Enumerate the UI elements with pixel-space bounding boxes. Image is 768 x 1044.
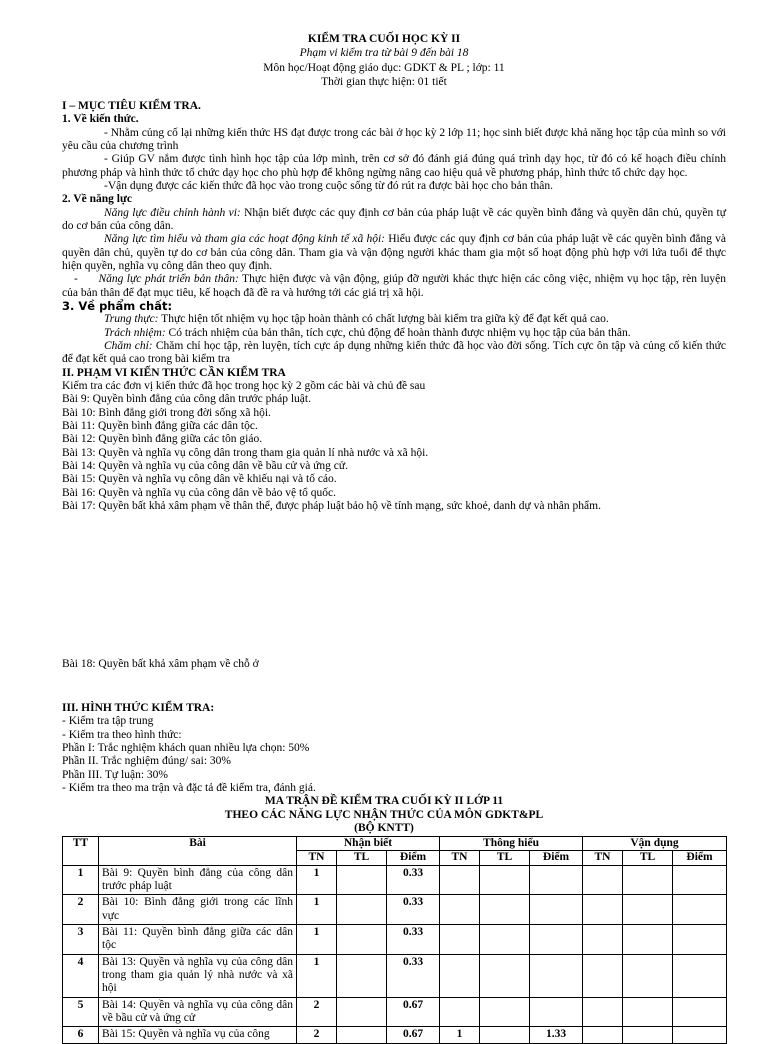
competency-label-1: Năng lực điều chỉnh hành vi:: [104, 206, 241, 219]
matrix-cell: [583, 924, 623, 954]
row-number: 4: [63, 954, 99, 997]
table-row: [63, 924, 727, 954]
matrix-cell: 0.33: [387, 895, 440, 925]
quality-label-1: Trung thực:: [104, 313, 159, 326]
knowledge-heading: 1. Về kiến thức.: [62, 113, 139, 126]
header-lesson: Bài: [99, 837, 297, 866]
matrix-cell: [673, 997, 727, 1027]
subheader-cell: TN: [583, 851, 623, 865]
table-row: [63, 865, 727, 895]
lesson-item: Bài 14: Quyền và nghĩa vụ của công dân về bầu cử và ứng cử.: [62, 459, 348, 472]
row-lesson: Bài 9: Quyền bình đẳng của công dân trước pháp luật: [99, 865, 297, 895]
matrix-cell: [480, 1027, 530, 1043]
table-row: [63, 954, 727, 997]
row-number: 2: [63, 895, 99, 925]
matrix-cell: [440, 954, 480, 997]
section1-heading: I – MỤC TIÊU KIỂM TRA.: [62, 100, 201, 112]
matrix-cell: 1: [297, 895, 337, 925]
row-number: 6: [63, 1027, 99, 1043]
matrix-cell: [440, 895, 480, 925]
section-objectives: [62, 100, 726, 513]
matrix-cell: [673, 865, 727, 895]
matrix-cell: 1: [297, 865, 337, 895]
row-lesson: Bài 15: Quyền và nghĩa vụ của công: [99, 1027, 297, 1043]
table-row: [63, 997, 727, 1027]
row-lesson: Bài 10: Bình đẳng giới trong các lĩnh vực: [99, 895, 297, 925]
row-lesson: Bài 11: Quyền bình đẳng giữa các dân tộc: [99, 924, 297, 954]
matrix-cell: [583, 954, 623, 997]
matrix-cell: [337, 997, 387, 1027]
section2-heading: II. PHẠM VI KIẾN THỨC CẦN KIỂM TRA: [62, 366, 286, 379]
competency-text-1: Nhận biết được các quy định cơ bản của pháp luật về các quyền bình đẳng và quyền dân chủ, quyền tự do cơ bản của công dân.: [62, 206, 726, 232]
row-lesson: Bài 13: Quyền và nghĩa vụ của công dân trong tham gia quản lý nhà nước và xã hội: [99, 954, 297, 997]
header-tt: TT: [63, 837, 99, 866]
subheader-cell: TL: [623, 851, 673, 865]
lesson-item: Bài 13: Quyền và nghĩa vụ công dân trong tham gia quản lí nhà nước và xã hội.: [62, 446, 429, 459]
matrix-cell: [673, 954, 727, 997]
section3-heading: III. HÌNH THỨC KIỂM TRA:: [62, 702, 215, 714]
matrix-cell: [623, 997, 673, 1027]
lesson-item: Bài 15: Quyền và nghĩa vụ công dân về khiếu nại và tố cáo.: [62, 473, 337, 486]
competency-item-3: [62, 273, 726, 300]
quality-label-3: Chăm chỉ:: [104, 339, 153, 352]
matrix-cell: [440, 924, 480, 954]
knowledge-item-3: -Vận dụng được các kiến thức đã học vào trong cuộc sống từ đó rút ra được bài học cho bản thân.: [104, 179, 554, 192]
matrix-cell: [337, 895, 387, 925]
matrix-cell: [530, 954, 583, 997]
subheader-cell: Điểm: [387, 851, 440, 865]
competency-label-2: Năng lực tìm hiểu và tham gia các hoạt động kinh tế xã hội:: [104, 233, 386, 246]
format-line: Phần II. Trắc nghiệm đúng/ sai: 30%: [62, 755, 231, 768]
section-format: [62, 702, 726, 795]
matrix-cell: 1: [297, 954, 337, 997]
matrix-cell: 0.67: [387, 997, 440, 1027]
competency-heading: 2. Về năng lực: [62, 193, 132, 206]
qualities-heading: 3. Về phẩm chất:: [62, 298, 173, 313]
matrix-cell: 2: [297, 1027, 337, 1043]
subheader-cell: TL: [480, 851, 530, 865]
competency-item-2: [62, 233, 726, 273]
doc-scope: Phạm vi kiểm tra từ bài 9 đến bài 18: [299, 47, 469, 59]
matrix-cell: [337, 865, 387, 895]
competency-item-1: [62, 207, 726, 234]
matrix-cell: [480, 924, 530, 954]
format-line: Phần I: Trắc nghiệm khách quan nhiều lựa chọn: 50%: [62, 741, 310, 754]
knowledge-item-1: - Nhằm củng cố lại những kiến thức HS đạt được trong các bài ở học kỳ 2 lớp 11; học sinh biết được khả năng học tập của mình so với yêu cầu của chương trình: [62, 126, 726, 152]
header-understand: Thông hiểu: [440, 837, 583, 851]
quality-text-1: Thực hiện tốt nhiệm vụ học tập hoàn thành có chất lượng bài kiểm tra giữa kỳ để đạt kết quả cao.: [158, 313, 609, 326]
header-recognize: Nhận biết: [297, 837, 440, 851]
table-row: [63, 1027, 727, 1043]
lesson-item: Bài 11: Quyền bình đẳng giữa các dân tộc.: [62, 419, 258, 432]
knowledge-item-2: - Giúp GV nắm được tình hình học tập của lớp mình, trên cơ sở đó đánh giá đúng quá trình dạy học, từ đó có kế hoạch điều chỉnh phương pháp và hình thức tổ chức dạy học cho phù hợp để không ngừng nâng cao hiệu quả về phương pháp, hình thức tổ chức dạy học.: [62, 153, 726, 179]
matrix-cell: [530, 895, 583, 925]
doc-duration: Thời gian thực hiện: 01 tiết: [321, 76, 447, 88]
matrix-cell: [480, 954, 530, 997]
matrix-cell: [530, 865, 583, 895]
matrix-book: (BỘ KNTT): [354, 822, 414, 834]
matrix-cell: [480, 997, 530, 1027]
competency-text-2: Hiểu được các quy định cơ bản của pháp luật về các quyền bình đẳng và quyền dân chủ, quyền tự do cơ bản của công dân. Tham gia và vận động người khác tham gia một số hoạt động phù hợp với lứa tuổi để thực hiện quyền, nghĩa vụ công dân theo quy định.: [62, 233, 726, 272]
matrix-cell: [440, 865, 480, 895]
matrix-cell: 0.33: [387, 954, 440, 997]
matrix-cell: [673, 1027, 727, 1043]
lesson-18: Bài 18: Quyền bất khả xâm phạm về chỗ ở: [62, 658, 259, 670]
matrix-cell: 1: [440, 1027, 480, 1043]
format-line: - Kiểm tra theo ma trận và đặc tả đề kiểm tra, đánh giá.: [62, 781, 316, 794]
matrix-cell: [530, 997, 583, 1027]
subheader-cell: TL: [337, 851, 387, 865]
matrix-cell: [583, 1027, 623, 1043]
lesson-item: Bài 17: Quyền bất khả xâm phạm về thân thể, được pháp luật bảo hộ về tính mạng, sức khoẻ, danh dự và nhân phẩm.: [62, 499, 601, 512]
matrix-cell: 0.33: [387, 865, 440, 895]
matrix-body: [63, 865, 727, 1043]
competency-text-3: Thực hiện được và vận động, giúp đỡ người khác thực hiện các công việc, nhiệm vụ học tập, rèn luyện của bản thân để đạt mục tiêu, kế hoạch đã đề ra và hướng tới các giá trị xã hội.: [62, 273, 726, 299]
matrix-cell: [623, 865, 673, 895]
matrix-subtitle: THEO CÁC NĂNG LỰC NHẬN THỨC CỦA MÔN GDKT&PL: [224, 809, 544, 821]
lesson-item: Bài 16: Quyền và nghĩa vụ của công dân về bảo vệ tổ quốc.: [62, 486, 337, 499]
section2-intro: Kiểm tra các đơn vị kiến thức đã học trong học kỳ 2 gồm các bài và chủ đề sau: [62, 379, 426, 392]
quality-item-3: [62, 340, 726, 367]
quality-text-3: Chăm chỉ học tập, rèn luyện, tích cực áp dụng những kiến thức đã học vào đời sống. Tích cực ôn tập và củng cố kiến thức để đạt kết quả cao trong bài kiểm tra: [62, 339, 727, 366]
matrix-table: [62, 836, 727, 1044]
matrix-cell: [583, 865, 623, 895]
matrix-cell: [583, 895, 623, 925]
matrix-cell: 0.67: [387, 1027, 440, 1043]
matrix-cell: 0.33: [387, 924, 440, 954]
matrix-cell: [673, 924, 727, 954]
header-apply: Vận dụng: [583, 837, 727, 851]
matrix-cell: 2: [297, 997, 337, 1027]
row-number: 5: [63, 997, 99, 1027]
dash-bullet: -: [74, 273, 99, 286]
matrix-cell: [623, 895, 673, 925]
lesson-item: Bài 12: Quyền bình đẳng giữa các tôn giáo.: [62, 433, 263, 446]
matrix-cell: [623, 1027, 673, 1043]
doc-title: KIỂM TRA CUỐI HỌC KỲ II: [307, 33, 461, 45]
matrix-cell: [480, 895, 530, 925]
quality-label-2: Trách nhiệm:: [104, 326, 166, 339]
matrix-cell: [673, 895, 727, 925]
format-line: - Kiểm tra theo hình thức:: [62, 728, 182, 741]
subheader-cell: TN: [297, 851, 337, 865]
matrix-cell: [623, 924, 673, 954]
row-lesson: Bài 14: Quyền và nghĩa vụ của công dân về bầu cử và ứng cử: [99, 997, 297, 1027]
matrix-cell: [337, 1027, 387, 1043]
matrix-cell: [623, 954, 673, 997]
quality-item-2: [62, 327, 726, 340]
quality-item-1: [62, 313, 726, 326]
table-row: [63, 895, 727, 925]
matrix-cell: [480, 865, 530, 895]
lesson-item: Bài 9: Quyền bình đẳng của công dân trước pháp luật.: [62, 393, 311, 406]
matrix-cell: [583, 997, 623, 1027]
matrix-cell: [337, 924, 387, 954]
subheader-cell: Điểm: [530, 851, 583, 865]
competency-label-3: Năng lực phát triển bản thân:: [98, 273, 239, 286]
subheader-cell: TN: [440, 851, 480, 865]
matrix-cell: [337, 954, 387, 997]
matrix-cell: [440, 997, 480, 1027]
quality-text-2: Có trách nhiệm của bản thân, tích cực, chủ động để hoàn thành được nhiệm vụ học tập của bản thân.: [165, 326, 631, 339]
format-line: - Kiểm tra tập trung: [62, 715, 154, 728]
subheader-cell: Điểm: [673, 851, 727, 865]
matrix-cell: [530, 924, 583, 954]
matrix-cell: 1.33: [530, 1027, 583, 1043]
row-number: 1: [63, 865, 99, 895]
format-line: Phần III. Tự luận: 30%: [62, 768, 168, 781]
row-number: 3: [63, 924, 99, 954]
lesson-item: Bài 10: Bình đẳng giới trong đời sống xã hội.: [62, 406, 271, 419]
doc-subject: Môn học/Hoạt động giáo dục: GDKT & PL ; lớp: 11: [263, 62, 505, 74]
matrix-cell: 1: [297, 924, 337, 954]
matrix-title: MA TRẬN ĐỀ KIỂM TRA CUỐI KỲ II LỚP 11: [264, 795, 504, 807]
